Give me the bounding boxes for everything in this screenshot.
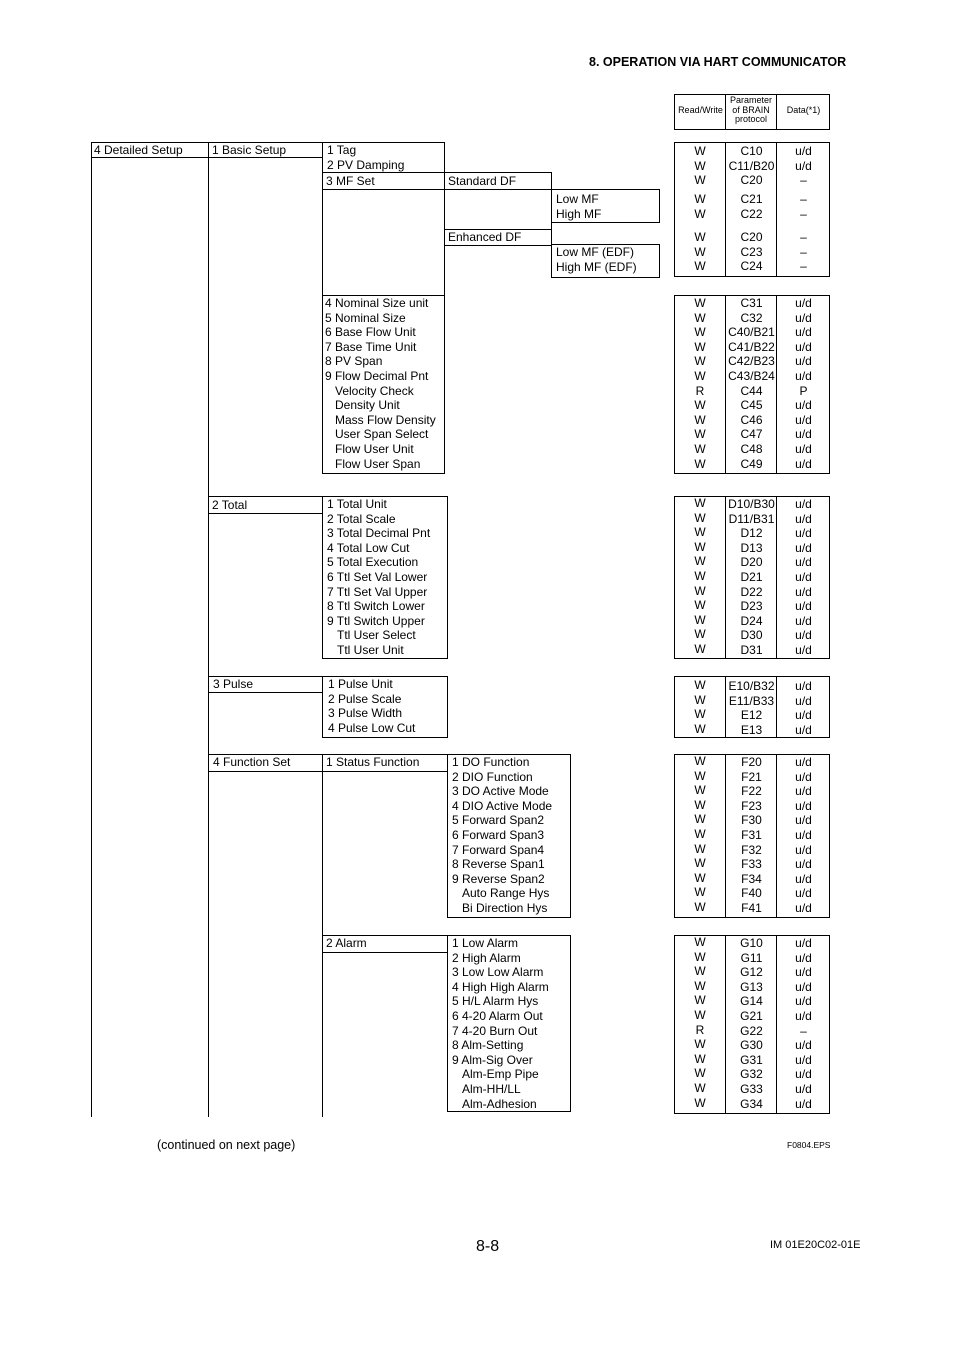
menu-function-set[interactable]: 4 Function Set [213,755,291,769]
continued-note: (continued on next page) [157,1138,296,1152]
data-cell: u/d [795,158,812,173]
param-cell: C44 [740,383,763,398]
rw-cell: W [694,964,706,979]
data-cell: u/d [795,842,812,857]
menu-item[interactable]: Auto Range Hys [462,886,550,901]
param-cell: D31 [740,642,763,657]
menu-item[interactable]: 1 Total Unit [327,497,387,511]
data-cell: u/d [795,599,812,614]
data-cell: u/d [795,950,812,965]
rw-cell: W [694,1051,706,1066]
data-cell: u/d [795,511,812,526]
menu-item[interactable]: Density Unit [335,398,400,413]
menu-item[interactable]: 4 Nominal Size unit [325,296,429,310]
rw-cell: W [694,885,706,900]
data-cell: u/d [795,722,812,737]
param-cell: G30 [740,1038,763,1053]
menu-item[interactable]: 3 Low Low Alarm [452,965,544,980]
rw-cell: W [694,554,706,569]
menu-item[interactable]: 5 Nominal Size [325,310,406,325]
rw-cell: W [694,993,706,1008]
menu-item[interactable]: Mass Flow Density [335,412,436,427]
data-cell: u/d [795,857,812,872]
menu-item[interactable]: 9 Ttl Switch Upper [327,613,425,628]
menu-item[interactable]: Low MF [556,192,599,206]
menu-item[interactable]: 1 Low Alarm [452,936,519,950]
param-cell: C46 [740,412,763,427]
param-cell: F41 [741,900,762,915]
menu-item[interactable]: Alm-HH/LL [462,1081,521,1096]
rw-cell: W [694,525,706,540]
data-cell: u/d [795,1008,812,1023]
menu-item[interactable]: 1 Pulse Unit [328,677,393,691]
data-cell: u/d [795,427,812,442]
menu-item[interactable]: 6 4-20 Alarm Out [452,1008,543,1023]
param-cell: C20 [740,230,763,244]
param-cell: E13 [740,722,763,737]
param-cell: C32 [740,310,763,325]
data-cell: – [800,259,807,274]
rw-cell: W [694,244,706,259]
rw-cell: R [695,383,705,398]
data-cell: u/d [795,144,812,158]
rw-cell: W [694,797,706,812]
rw-cell: W [694,144,706,158]
data-cell: – [800,244,807,259]
param-cell: F22 [741,784,762,799]
data-cell: u/d [795,886,812,901]
menu-item[interactable]: Velocity Check [335,383,414,398]
section-title: 8. OPERATION VIA HART COMMUNICATOR [589,55,847,69]
menu-item[interactable]: 9 Flow Decimal Pnt [325,368,429,383]
param-cell: F40 [741,886,762,901]
data-cell: u/d [795,965,812,980]
menu-item[interactable]: Ttl User Unit [337,642,404,657]
menu-item[interactable]: 5 H/L Alarm Hys [452,994,539,1009]
menu-item[interactable]: 4 DIO Active Mode [452,798,553,813]
data-cell: u/d [795,339,812,354]
rw-cell: W [694,812,706,827]
data-cell: u/d [795,456,812,471]
menu-pulse[interactable]: 3 Pulse [213,677,254,691]
data-cell: u/d [795,708,812,723]
rw-cell: W [694,692,706,707]
param-cell: G32 [740,1067,763,1082]
menu-status-function[interactable]: 1 Status Function [326,755,420,769]
menu-item[interactable]: 7 Ttl Set Val Upper [327,584,428,599]
rw-cell: W [694,354,706,369]
rw-cell: W [694,1066,706,1081]
param-cell: D13 [740,540,763,555]
data-cell: u/d [795,679,812,693]
menu-item[interactable]: Flow User Span [335,456,421,471]
data-cell: u/d [795,900,812,915]
param-cell: C10 [740,144,763,158]
data-cell: u/d [795,769,812,784]
data-cell: u/d [795,584,812,599]
data-cell: – [800,173,807,188]
rw-cell: W [694,1080,706,1095]
menu-standard-df[interactable]: Standard DF [448,174,517,188]
rw-cell: W [694,296,706,310]
menu-item[interactable]: 3 Pulse Width [328,706,403,721]
param-cell: D23 [740,599,763,614]
data-cell: u/d [795,755,812,769]
menu-item[interactable]: 9 Alm-Sig Over [452,1052,533,1067]
menu-item[interactable]: 1 Tag [327,143,357,157]
rw-cell: W [694,539,706,554]
param-cell: C43/B24 [728,368,775,383]
data-cell: u/d [795,871,812,886]
param-cell: C40/B21 [728,325,775,340]
menu-item[interactable]: 4 Total Low Cut [327,540,410,555]
rw-cell: W [694,583,706,598]
data-cell: u/d [795,1067,812,1082]
data-cell: u/d [795,325,812,340]
param-cell: D20 [740,555,763,570]
menu-item[interactable]: Low MF (EDF) [556,245,634,259]
param-cell: G34 [740,1096,763,1111]
data-cell: u/d [795,613,812,628]
menu-item[interactable]: 2 PV Damping [327,157,405,172]
menu-mf-set[interactable]: 3 MF Set [326,174,375,188]
menu-item[interactable]: 2 Total Scale [327,511,396,526]
menu-item[interactable]: User Span Select [335,427,429,442]
menu-item[interactable]: 8 Ttl Switch Lower [327,599,425,614]
rw-cell: W [694,641,706,656]
param-cell: F34 [741,871,762,886]
param-cell: G33 [740,1081,763,1096]
param-cell: G12 [740,965,763,980]
rw-cell: W [694,721,706,736]
rw-cell: W [694,412,706,427]
param-cell: D24 [740,613,763,628]
param-cell: C22 [740,206,763,221]
param-cell: C21 [740,192,763,206]
doc-id: IM 01E20C02-01E [770,1239,861,1251]
rw-cell: W [694,1007,706,1022]
param-cell: D30 [740,628,763,643]
menu-item[interactable]: 7 Base Time Unit [325,339,417,354]
menu-item[interactable]: 1 DO Function [452,755,530,769]
menu-detailed-setup[interactable]: 4 Detailed Setup [94,143,183,157]
param-cell: F31 [741,827,762,842]
menu-alarm[interactable]: 2 Alarm [326,936,367,950]
menu-item[interactable]: 5 Forward Span2 [452,813,545,828]
data-cell: u/d [795,813,812,828]
rw-cell: W [694,496,706,510]
param-cell: C42/B23 [728,354,775,369]
rw-cell: W [694,978,706,993]
param-cell: C47 [740,427,763,442]
rw-cell: W [694,870,706,885]
rw-cell: W [694,707,706,722]
param-cell: F33 [741,857,762,872]
data-cell: u/d [795,979,812,994]
param-cell: G11 [740,950,763,965]
menu-item[interactable]: High MF (EDF) [556,259,637,274]
data-cell: u/d [795,798,812,813]
param-cell: G21 [740,1008,763,1023]
param-cell: C24 [740,259,763,274]
rw-cell: W [694,768,706,783]
data-cell: u/d [795,296,812,310]
rw-cell: W [694,612,706,627]
basic-items-a [327,143,404,172]
data-cell: – [800,230,807,244]
rw-cell: W [694,754,706,768]
data-cell: u/d [795,555,812,570]
rw-cell: W [694,398,706,413]
rw-cell: W [694,441,706,456]
param-cell: C20 [740,173,763,188]
data-cell: u/d [795,569,812,584]
column-header [674,94,830,130]
rw-cell: W [694,935,706,949]
col-read-write: Read/Write [678,105,723,115]
data-cell: u/d [795,1081,812,1096]
param-cell: F21 [741,769,762,784]
data-cell: u/d [795,784,812,799]
param-cell: C41/B22 [728,339,775,354]
rw-cell: W [694,899,706,914]
data-cell: u/d [795,1052,812,1067]
param-cell: E11/B33 [728,693,775,708]
figure-id: F0804.EPS [787,1140,831,1150]
menu-item[interactable]: 3 DO Active Mode [452,784,549,799]
page-number: 8-8 [476,1238,500,1255]
menu-item[interactable]: 4 High High Alarm [452,979,549,994]
data-cell: u/d [795,441,812,456]
data-cell: u/d [795,1038,812,1053]
data-cell: P [799,383,808,398]
param-cell: F32 [741,842,762,857]
rw-cell: W [694,368,706,383]
data-cell: u/d [795,936,812,950]
menu-item[interactable]: 6 Base Flow Unit [325,325,416,340]
menu-item[interactable]: Alm-Emp Pipe [462,1067,539,1082]
menu-item[interactable]: 8 Alm-Setting [452,1038,524,1053]
menu-item[interactable]: 8 Reverse Span1 [452,857,545,872]
rw-cell: W [694,841,706,856]
menu-enhanced-df[interactable]: Enhanced DF [448,230,522,244]
rw-cell: W [694,158,706,173]
rw-cell: W [694,259,706,274]
data-cell: – [800,1023,807,1038]
menu-item[interactable]: 6 Forward Span3 [452,827,545,842]
param-cell: D11/B31 [728,511,775,526]
menu-item[interactable]: 2 High Alarm [452,950,521,965]
menu-item[interactable]: 3 Total Decimal Pnt [327,526,431,541]
menu-item[interactable]: 8 PV Span [325,354,383,369]
menu-item[interactable]: 5 Total Execution [327,555,419,570]
rw-cell: W [694,427,706,442]
menu-item[interactable]: 9 Reverse Span2 [452,871,545,886]
menu-item[interactable]: Alm-Adhesion [462,1096,537,1111]
data-cell: u/d [795,994,812,1009]
param-cell: C31 [740,296,763,310]
data-cell: u/d [795,540,812,555]
rw-cell: W [694,339,706,354]
rw-cell: W [694,783,706,798]
menu-item[interactable]: 4 Pulse Low Cut [328,720,416,735]
param-cell: D12 [740,526,763,541]
rw-cell: W [694,949,706,964]
menu-item[interactable]: 7 Forward Span4 [452,842,545,857]
menu-basic-setup[interactable]: 1 Basic Setup [212,143,287,157]
param-cell: G13 [740,979,763,994]
menu-total[interactable]: 2 Total [212,498,248,512]
data-cell: u/d [795,497,812,511]
menu-item[interactable]: Flow User Unit [335,441,414,456]
data-cell: – [800,206,807,221]
data-cell: u/d [795,368,812,383]
rw-cell: W [694,456,706,471]
param-cell: F23 [741,798,762,813]
data-cell: u/d [795,628,812,643]
rw-cell: R [695,1022,705,1037]
rw-cell: W [694,192,706,206]
param-cell: D22 [740,584,763,599]
rw-cell: W [694,678,706,692]
menu-item[interactable]: High MF [556,206,602,221]
rw-cell: W [694,856,706,871]
data-cell: u/d [795,354,812,369]
param-cell: G14 [740,994,763,1009]
col-data: Data(*1) [786,105,821,115]
param-cell: C23 [740,244,763,259]
rw-cell: W [694,510,706,525]
rw-cell: W [694,598,706,613]
rw-cell: W [694,173,706,188]
param-cell: F30 [741,813,762,828]
data-cell: u/d [795,693,812,708]
menu-item[interactable]: Bi Direction Hys [462,900,548,915]
param-cell: C11/B20 [728,158,775,173]
rw-cell: W [694,826,706,841]
param-cell: C48 [740,441,763,456]
menu-item[interactable]: 2 Pulse Scale [328,691,402,706]
param-cell: F20 [741,755,762,769]
param-cell: D10/B30 [728,497,775,511]
data-cell: u/d [795,1096,812,1111]
param-cell: D21 [740,569,763,584]
rw-cell: W [694,310,706,325]
param-cell: C49 [740,456,763,471]
param-cell: E10/B32 [728,679,775,693]
rw-cell: W [694,230,706,244]
col-parameter: Parameter of BRAIN protocol [729,95,773,124]
rw-cell: W [694,325,706,340]
rw-cell: W [694,627,706,642]
data-cell: u/d [795,398,812,413]
rw-cell: W [694,1037,706,1052]
menu-item[interactable]: Ttl User Select [337,628,416,643]
param-cell: G31 [740,1052,763,1067]
param-cell: G22 [740,1023,763,1038]
data-cell: – [800,192,807,206]
param-cell: E12 [740,708,763,723]
data-cell: u/d [795,310,812,325]
menu-item[interactable]: 2 DIO Function [452,769,533,784]
data-cell: u/d [795,526,812,541]
data-cell: u/d [795,642,812,657]
data-cell: u/d [795,412,812,427]
menu-item[interactable]: 6 Ttl Set Val Lower [327,569,428,584]
data-cell: u/d [795,827,812,842]
menu-item[interactable]: 7 4-20 Burn Out [452,1023,538,1038]
param-cell: C45 [740,398,763,413]
rw-cell: W [694,568,706,583]
param-cell: G10 [740,936,763,950]
rw-cell: W [694,1095,706,1110]
rw-cell: W [694,206,706,221]
